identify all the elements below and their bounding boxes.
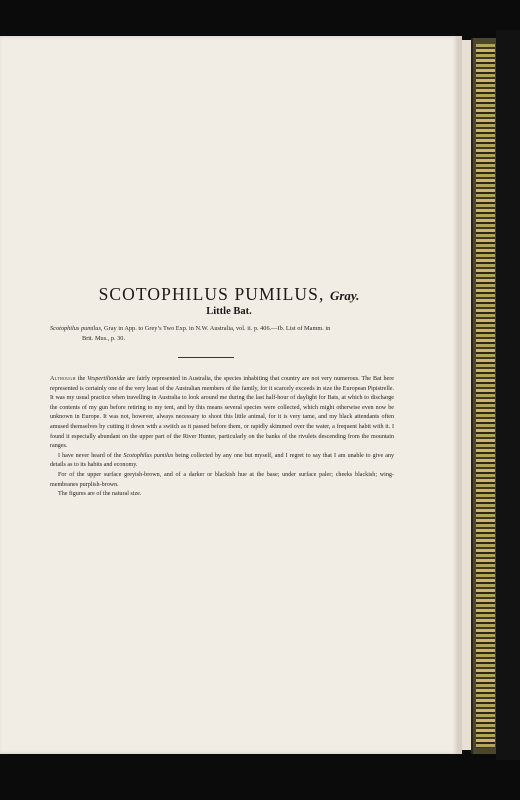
divider-rule [178,357,234,358]
citation [50,324,390,344]
title-author: Gray. [329,288,360,303]
citation-line2: Brit. Mus., p. 30. [82,335,126,342]
paragraph-1 [50,375,394,452]
paragraph-2 [50,452,394,471]
p2-italic: Scotophilus pumilus [123,452,174,459]
p1-text-a: the [75,376,88,382]
dropcap-word: Although [50,376,76,382]
body-text [50,375,394,500]
p1-text-b: are fairly represented in Australia, the species inhabiting that country are not very numerous. The Bat here represented is certainly one of the very least of the Australian members of the family, for it scarcely exceeds in size the European Pipistrelle. It was my usual practice when travelling in Australia to look around me during the last half-hour of daylight for Bats, at which to discharge the contents of my gun before retiring to my tent, and by this means several species were collected, which might otherwise even now be unknown in Europe. It was not, however, always necessary to shoot this little animal, for it is very tame, and my black attendants often amused themselves by cutting it down with a switch as it passed before them, or rapidly skimmed over the water, a frequent habit with it. I found it especially abundant on the upper part of the River Hunter, particularly on the banks of the rivulets descending from the mountain ranges. [50,376,394,450]
page-title [0,284,458,305]
citation-line1: Gray in App. to Grey’s Two Exp. in N.W. Australia, vol. ii. p. 406.—Ib. List of Mamm. in [102,325,331,332]
title-species: SCOTOPHILUS PUMILUS, [98,284,325,304]
paragraph-4: The figures are of the natural size. [58,491,142,498]
background-shadow [496,30,520,760]
page-subtitle: Little Bat. [206,306,252,317]
p1-italic: Vespertilionidæ [87,376,126,382]
citation-species: Scotophilus pumilus, [50,325,103,332]
gilt-spine-ornament [476,44,495,748]
page-edges [462,40,471,750]
p2-text-b: being collected by any one but myself, and I regret to say that I am unable to give any details as to its habits and economy. [50,452,394,469]
paragraph-3: For of the upper surface greyish-brown, and of a darker or blackish hue at the base; under surface paler; cheeks blackish; wing-membranes purplish-brown. [50,471,394,488]
p2-text-a: I have never heard of the [58,452,124,459]
book-binding [471,38,498,754]
